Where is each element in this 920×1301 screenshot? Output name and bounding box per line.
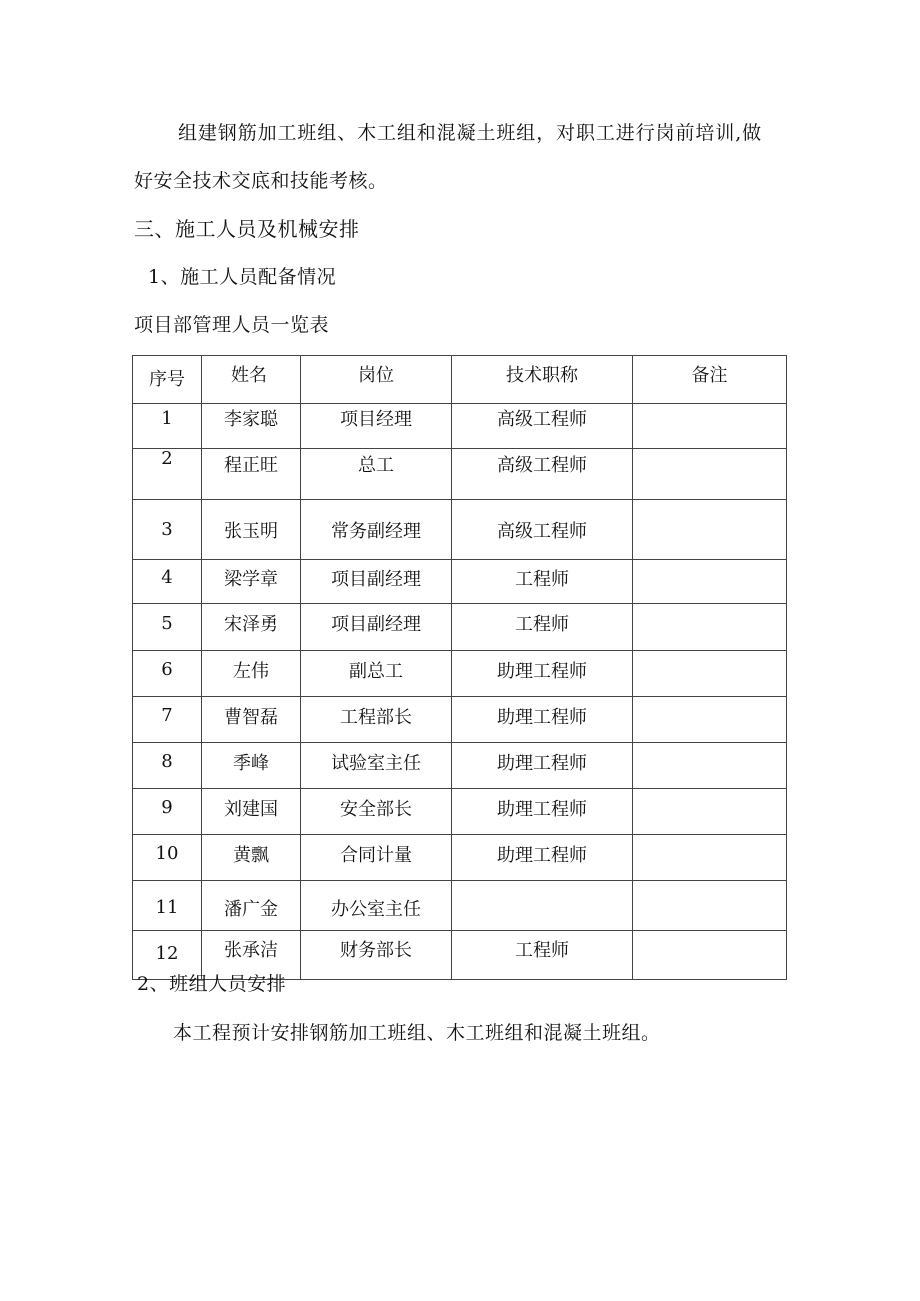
cell-note <box>633 404 787 449</box>
table-header-row <box>133 356 787 404</box>
cell-name: 潘广金 <box>202 881 301 931</box>
cell-no: 6 <box>133 651 202 697</box>
cell-title: 工程师 <box>452 604 633 651</box>
cell-no: 9 <box>133 789 202 835</box>
cell-note <box>633 743 787 789</box>
cell-no: 1 <box>133 404 202 449</box>
cell-title: 工程师 <box>452 560 633 604</box>
cell-title: 助理工程师 <box>452 743 633 789</box>
table-row <box>133 651 787 697</box>
cell-name: 李家聪 <box>202 404 301 449</box>
table-caption: 项目部管理人员一览表 <box>134 314 330 336</box>
table-body <box>133 404 787 980</box>
section-heading: 三、施工人员及机械安排 <box>134 217 360 241</box>
cell-name: 季峰 <box>202 743 301 789</box>
closing-paragraph: 本工程预计安排钢筋加工班组、木工班组和混凝土班组。 <box>173 1022 661 1044</box>
cell-name: 张玉明 <box>202 500 301 560</box>
header-note: 备注 <box>633 356 787 404</box>
cell-note <box>633 651 787 697</box>
table-row <box>133 743 787 789</box>
cell-title: 助理工程师 <box>452 835 633 881</box>
cell-post: 合同计量 <box>301 835 452 881</box>
table-row <box>133 560 787 604</box>
cell-name: 黄飘 <box>202 835 301 881</box>
cell-post: 工程部长 <box>301 697 452 743</box>
table-row <box>133 500 787 560</box>
intro-paragraph-line-2: 好安全技术交底和技能考核。 <box>134 170 388 192</box>
header-post: 岗位 <box>301 356 452 404</box>
cell-no: 2 <box>133 449 202 500</box>
header-no: 序号 <box>133 356 202 404</box>
cell-note <box>633 789 787 835</box>
cell-name: 张承洁 <box>202 931 301 980</box>
cell-no: 5 <box>133 604 202 651</box>
header-name: 姓名 <box>202 356 301 404</box>
cell-post: 副总工 <box>301 651 452 697</box>
cell-no: 4 <box>133 560 202 604</box>
table-row <box>133 404 787 449</box>
cell-title: 高级工程师 <box>452 404 633 449</box>
table-row <box>133 697 787 743</box>
subsection-heading-staffing: 1、施工人员配备情况 <box>148 266 337 288</box>
table-row <box>133 789 787 835</box>
cell-note <box>633 449 787 500</box>
cell-name: 程正旺 <box>202 449 301 500</box>
cell-title: 高级工程师 <box>452 500 633 560</box>
cell-no: 8 <box>133 743 202 789</box>
cell-title: 工程师 <box>452 931 633 980</box>
header-title: 技术职称 <box>452 356 633 404</box>
cell-post: 总工 <box>301 449 452 500</box>
cell-no: 7 <box>133 697 202 743</box>
cell-post: 项目经理 <box>301 404 452 449</box>
cell-note <box>633 697 787 743</box>
cell-post: 项目副经理 <box>301 560 452 604</box>
cell-post: 项目副经理 <box>301 604 452 651</box>
cell-no: 3 <box>133 500 202 560</box>
cell-no: 12 <box>133 931 202 980</box>
cell-post: 办公室主任 <box>301 881 452 931</box>
cell-note <box>633 500 787 560</box>
subsection-heading-teams: 2、班组人员安排 <box>137 973 287 995</box>
cell-note <box>633 604 787 651</box>
cell-name: 宋泽勇 <box>202 604 301 651</box>
cell-name: 曹智磊 <box>202 697 301 743</box>
cell-no: 10 <box>133 835 202 881</box>
cell-name: 刘建国 <box>202 789 301 835</box>
table-row <box>133 604 787 651</box>
table-row <box>133 449 787 500</box>
cell-title <box>452 881 633 931</box>
cell-name: 左伟 <box>202 651 301 697</box>
table-row <box>133 881 787 931</box>
cell-post: 常务副经理 <box>301 500 452 560</box>
cell-note <box>633 881 787 931</box>
cell-title: 助理工程师 <box>452 697 633 743</box>
cell-title: 助理工程师 <box>452 651 633 697</box>
management-staff-table <box>132 355 787 980</box>
intro-paragraph-line-1: 组建钢筋加工班组、木工组和混凝土班组，对职工进行岗前培训,做 <box>178 122 763 144</box>
cell-post: 财务部长 <box>301 931 452 980</box>
cell-name: 梁学章 <box>202 560 301 604</box>
cell-title: 助理工程师 <box>452 789 633 835</box>
cell-no: 11 <box>133 881 202 931</box>
cell-note <box>633 835 787 881</box>
cell-post: 试验室主任 <box>301 743 452 789</box>
cell-post: 安全部长 <box>301 789 452 835</box>
cell-title: 高级工程师 <box>452 449 633 500</box>
cell-note <box>633 560 787 604</box>
table-header <box>133 356 787 404</box>
cell-note <box>633 931 787 980</box>
table-row <box>133 835 787 881</box>
